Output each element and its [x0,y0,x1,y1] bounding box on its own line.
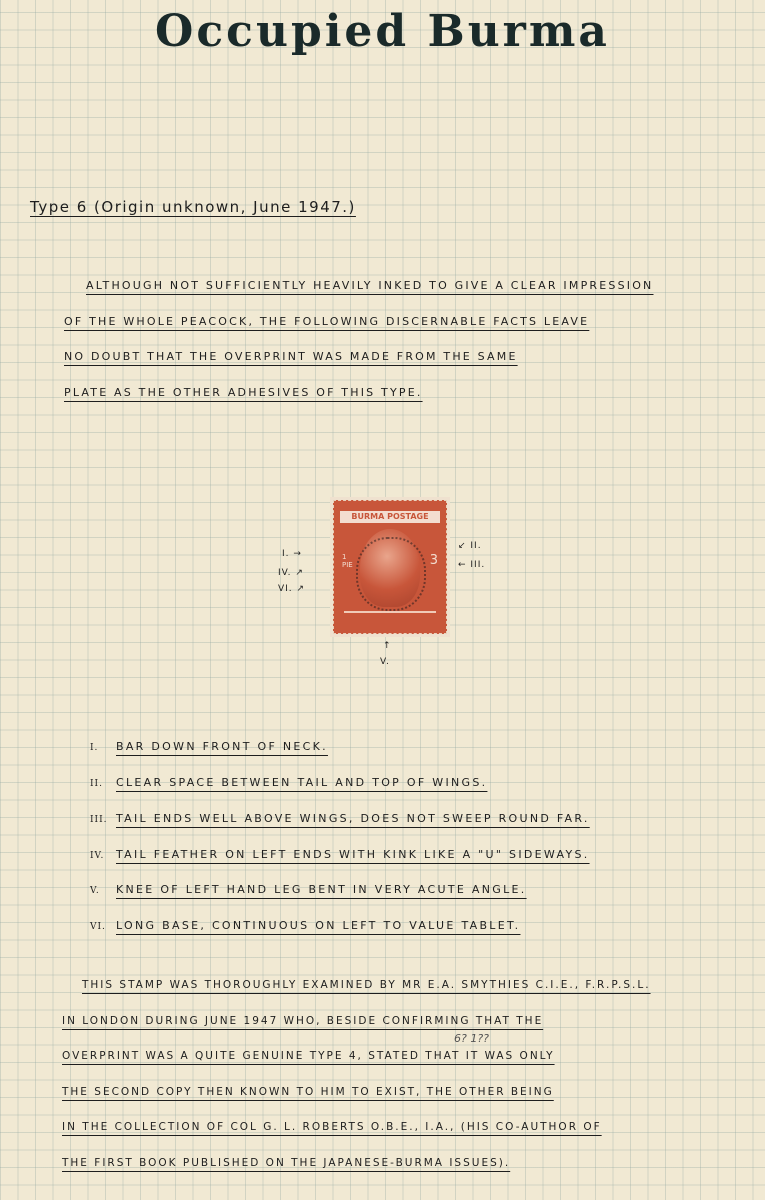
list-item [90,919,520,932]
closing-line: IN THE COLLECTION OF COL G. L. ROBERTS O.B.E., I.A., (HIS CO-AUTHOR OF [62,1121,602,1133]
marker-i: I. → [282,549,302,559]
stamp-image [333,500,445,632]
stamp-value-left: 1 PIE [342,553,353,569]
list-item [90,883,527,896]
type-heading: Type 6 (Origin unknown, June 1947.) [30,198,356,216]
marker-ii: ↙ II. [458,541,482,551]
list-item [90,812,590,825]
list-item-text: TAIL ENDS WELL ABOVE WINGS, DOES NOT SWEEP ROUND FAR. [116,812,590,825]
marker-v-label: V. [380,657,390,667]
list-item-number: II. [90,779,103,789]
list-item-text: CLEAR SPACE BETWEEN TAIL AND TOP OF WINGS. [116,776,488,789]
list-item-text: BAR DOWN FRONT OF NECK. [116,740,328,753]
intro-line: NO DOUBT THAT THE OVERPRINT WAS MADE FROM THE SAME [64,350,518,363]
closing-line: THE SECOND COPY THEN KNOWN TO HIM TO EXIST, THE OTHER BEING [62,1085,554,1098]
list-item-text: TAIL FEATHER ON LEFT ENDS WITH KINK LIKE A "U" SIDEWAYS. [116,848,590,861]
list-item-number: III. [90,815,108,825]
stamp-value-right: 3 [429,553,438,568]
marker-iv: IV. ↗ [278,568,304,578]
list-item [90,740,328,753]
list-item-number: VI. [90,922,106,932]
closing-line: THE FIRST BOOK PUBLISHED ON THE JAPANESE-BURMA ISSUES). [62,1156,511,1169]
marker-iii: ← III. [458,560,486,570]
page-title: Occupied Burma [155,6,610,57]
stamp-header: BURMA POSTAGE [340,511,440,523]
closing-line: THIS STAMP WAS THOROUGHLY EXAMINED BY MR E.A. SMYTHIES C.I.E., F.R.P.S.L. [82,979,651,991]
intro-line: OF THE WHOLE PEACOCK, THE FOLLOWING DISCERNABLE FACTS LEAVE [64,314,590,328]
list-item [90,776,487,789]
intro-line: PLATE AS THE OTHER ADHESIVES OF THIS TYPE. [64,385,423,399]
marker-vi: VI. ↗ [278,584,306,594]
peacock-overprint [356,537,426,611]
closing-paragraph [62,968,651,1181]
list-item [90,848,590,861]
stamp [333,500,447,634]
list-item-number: I. [90,743,99,753]
intro-paragraph [64,268,654,410]
list-item-number: V. [90,886,100,896]
closing-line: OVERPRINT WAS A QUITE GENUINE TYPE 4, STATED THAT IT WAS ONLY [62,1050,555,1062]
list-item-text: LONG BASE, CONTINUOUS ON LEFT TO VALUE TABLET. [116,919,521,932]
list-item-text: KNEE OF LEFT HAND LEG BENT IN VERY ACUTE ANGLE. [116,883,527,896]
stamp-footer [344,611,436,625]
closing-line: IN LONDON DURING JUNE 1947 WHO, BESIDE CONFIRMING THAT THE [62,1014,544,1027]
marker-v-arrow: ↑ [383,641,392,651]
list-item-number: IV. [90,851,105,861]
intro-line: ALTHOUGH NOT SUFFICIENTLY HEAVILY INKED TO GIVE A CLEAR IMPRESSION [86,279,654,292]
pencil-annotation: 6? 1?? [454,1032,490,1045]
